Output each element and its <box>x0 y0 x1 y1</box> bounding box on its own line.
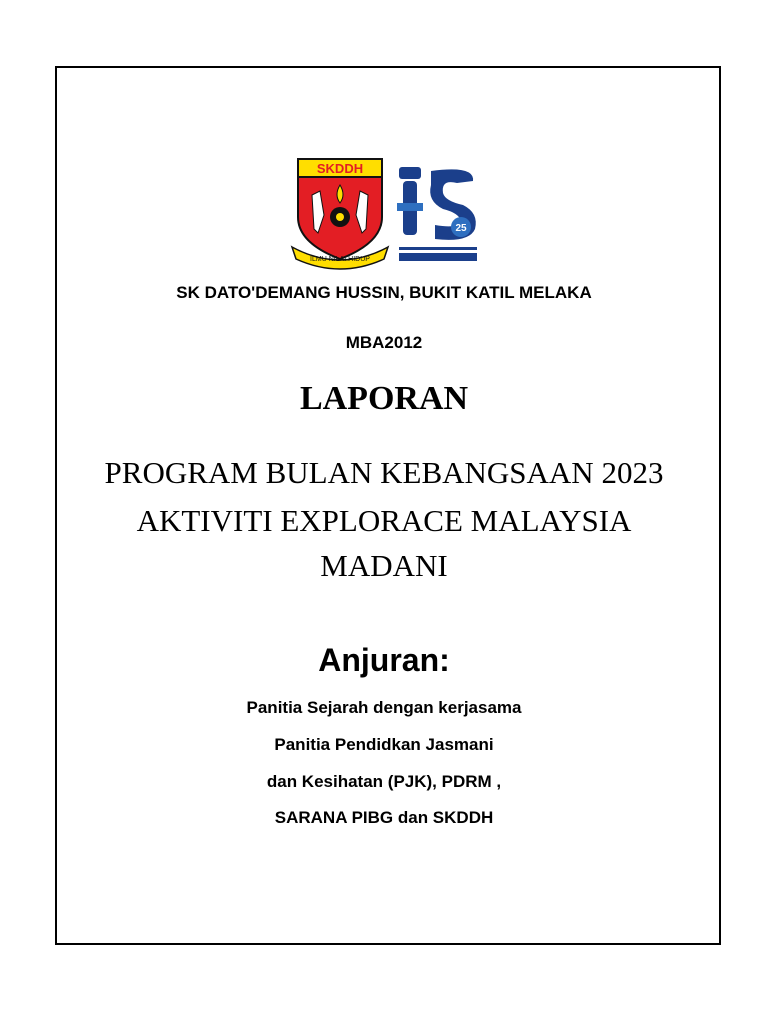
ts25-logo <box>395 163 480 263</box>
organizer-line-1: Panitia Sejarah dengan kerjasama <box>246 698 522 717</box>
organizer-line-4: SARANA PIBG dan SKDDH <box>274 808 494 827</box>
organizer-heading: Anjuran: <box>318 642 450 678</box>
program-title-line-3: MADANI <box>320 548 448 583</box>
school-name: SK DATO'DEMANG HUSSIN, BUKIT KATIL MELAKA <box>176 283 592 302</box>
school-crest-logo <box>290 155 390 270</box>
organizer-line-3: dan Kesihatan (PJK), PDRM , <box>266 772 502 791</box>
program-title-line-1: PROGRAM BULAN KEBANGSAAN 2023 <box>104 455 664 490</box>
program-title-line-2: AKTIVITI EXPLORACE MALAYSIA <box>136 503 632 538</box>
organizer-line-2: Panitia Pendidkan Jasmani <box>274 735 494 754</box>
logo-group <box>290 155 490 270</box>
school-code: MBA2012 <box>345 333 423 352</box>
ts-number-text: 25 <box>455 223 467 234</box>
crest-motto-text: ILMU NILAI HIDUP <box>310 256 370 263</box>
crest-badge-text: SKDDH <box>316 161 364 176</box>
report-title: LAPORAN <box>299 380 469 417</box>
